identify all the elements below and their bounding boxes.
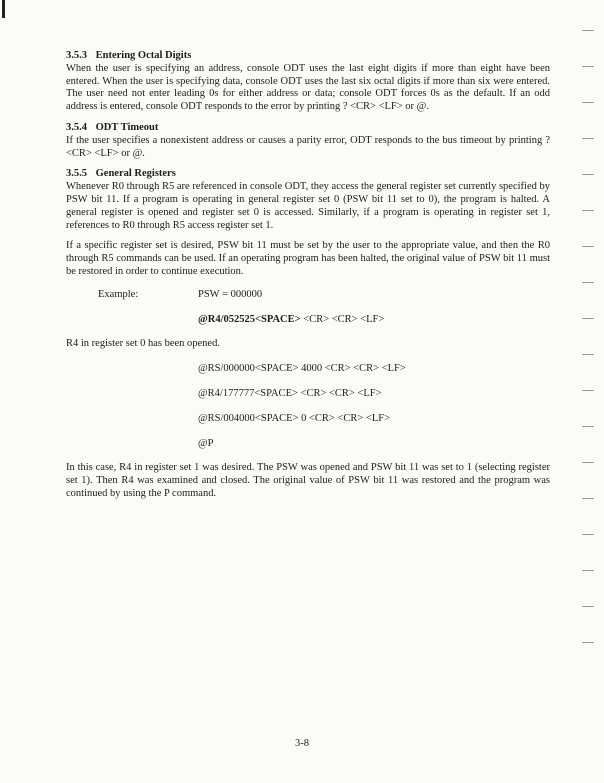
section-paragraph: If the user specifies a nonexistent address or causes a parity error, ODT responds to the bus timeout by printing ? <CR> <LF> or @. [66,134,550,159]
section-title: ODT Timeout [95,121,159,133]
section-paragraph: If a specific register set is desired, PSW bit 11 must be set by the user to the appropriate value, and then the R0 through R5 commands can be used. If an operating program has been halted, the original value of PSW bit 11 must be restored in order to continue execution. [66,240,550,277]
section-number: 3.5.5 [66,168,87,180]
section-title: General Registers [95,168,176,180]
example-note: R4 in register set 0 has been opened. [66,338,220,350]
example-row [66,289,550,302]
section-odt-timeout [66,122,550,160]
example-command-3: @R4/177777<SPACE> <CR> <CR> <LF> [198,387,382,399]
section-general-registers [66,168,550,278]
command-bold-part: @R4/052525<SPACE> [198,313,301,325]
example-label: Example: [98,288,139,300]
example-command-4: @RS/004000<SPACE> 0 <CR> <CR> <LF> [198,412,391,424]
example-command-1 [198,314,550,327]
section-number: 3.5.4 [66,121,87,133]
section-heading [66,122,550,135]
closing-paragraph: In this case, R4 in register set 1 was desired. The PSW was opened and PSW bit 11 was set to 1 (selecting register set 1). Then R4 was examined and closed. The original value of PSW bit 11 was restored and the program was continued by using the P command. [66,462,550,499]
section-paragraph: When the user is specifying an address, console ODT uses the last eight digits if more than eight have been entered. When the user is specifying data, console ODT uses the last six octal digits if more than six were entered. The user need not enter leading 0s for either address or data; console ODT forces 0s as the default. If an odd address is entered, console ODT responds to the error by printing ? <CR> <LF> or @. [66,62,550,113]
section-title: Entering Octal Digits [95,50,192,61]
section-number: 3.5.3 [66,50,87,61]
section-heading [66,168,550,181]
section-entering-octal-digits [66,50,550,114]
section-paragraph: Whenever R0 through R5 are referenced in console ODT, they access the general register set currently specified by PSW bit 11. If a program is operating in general register set 0 (PSW bit 11 set to 0), the program is halted. A general register is opened and register set 0 is accessed. Similarly, if a program is operating in register set 1, references to R0 through R5 access register set 1. [66,181,550,231]
example-command-2: @RS/000000<SPACE> 4000 <CR> <CR> <LF> [198,363,406,375]
margin-marks [582,30,598,678]
command-rest-part: <CR> <CR> <LF> [300,313,385,325]
section-heading [66,50,550,63]
page-number: 3-8 [295,738,309,749]
scan-edge-mark [2,0,5,18]
example-command-5: @P [198,437,214,449]
document-body [66,50,550,501]
example-psw-line: PSW = 000000 [198,288,263,300]
